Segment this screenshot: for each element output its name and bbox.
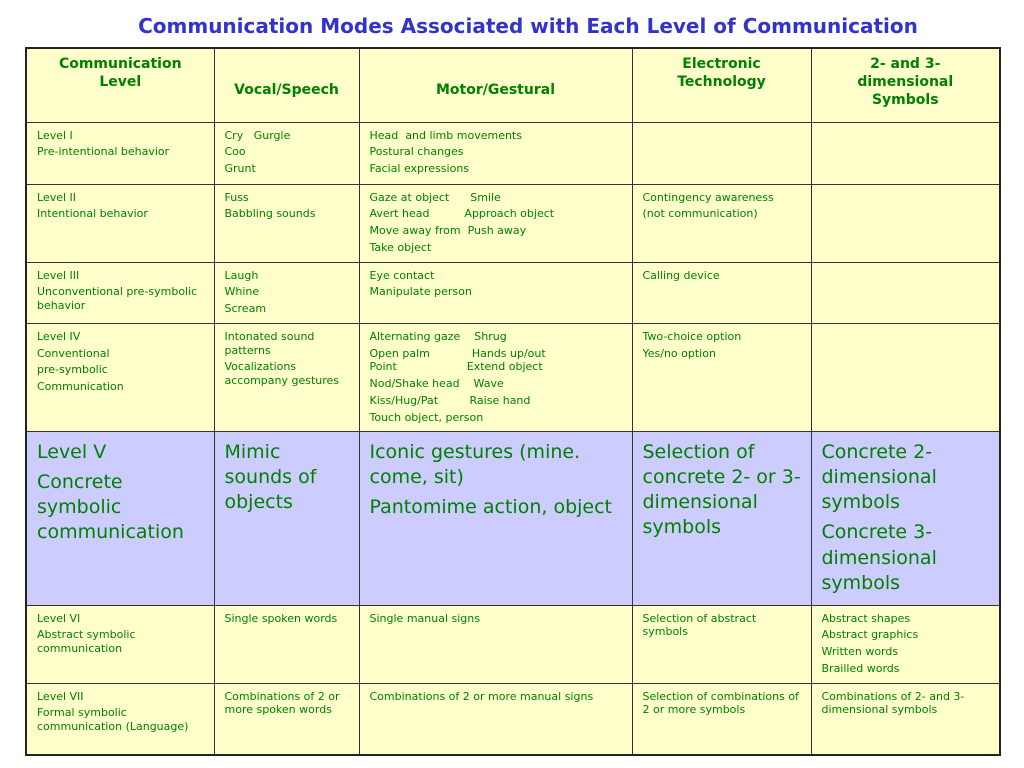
cell-text: Selection of concrete 2- or 3-dimensional symbols [642,441,801,539]
cell-text: Formal symbolic communication (Language) [37,706,189,734]
cell-text: Unconventional pre-symbolic behavior [37,285,198,312]
table-row [26,323,1000,432]
symbols-cell [811,605,1000,683]
cell-text: Laugh [224,268,259,282]
header-text: dimensional [857,74,954,91]
header-text: Vocal/Speech [234,82,339,99]
vocal-speech-cell [214,605,359,683]
cell-text: Facial expressions [369,162,470,175]
vocal-speech-cell [214,432,359,605]
cell-text: Combinations of 2 or more manual signs [369,689,594,703]
cell-text: Single spoken words [224,611,338,625]
cell-text: Manipulate person [369,285,472,299]
level-cell [26,683,214,755]
symbols-cell [811,122,1000,184]
table-row [26,262,1000,323]
motor-gestural-cell [359,683,632,755]
level-cell [26,323,214,432]
vocal-speech-cell [214,184,359,262]
cell-text: Open palm Hands up/out Point Extend object [369,346,546,374]
cell-text: Gaze at object Smile [369,190,501,204]
cell-text: Fuss [224,190,249,204]
table-row [26,184,1000,262]
cell-text: Two-choice option [642,329,742,343]
cell-text: Coo [224,145,246,159]
level-cell [26,605,214,683]
cell-text: Selection of abstract symbols [642,611,757,639]
vocal-speech-cell [214,122,359,184]
level-cell [26,432,214,605]
motor-gestural-cell [359,184,632,262]
cell-text: Take object [369,240,432,254]
electronic-technology-cell [632,683,811,755]
level-cell [26,184,214,262]
symbols-cell [811,323,1000,432]
cell-text: Babbling sounds [224,207,316,221]
electronic-technology-cell [632,605,811,683]
header-text: Symbols [871,92,939,109]
cell-text: Written words [821,645,899,659]
cell-text: Grunt [224,162,256,175]
header-text: Technology [677,74,766,91]
electronic-technology-cell [632,262,811,323]
cell-text: Concrete 2-dimensional symbols [821,441,937,514]
header-symbols [811,48,1000,122]
cell-text: Move away from Push away [369,224,527,237]
cell-text: Avert head Approach object [369,207,555,221]
header-motor-gestural [359,48,632,122]
electronic-technology-cell [632,432,811,605]
cell-text: Brailled words [821,661,900,675]
motor-gestural-cell [359,262,632,323]
cell-text: Touch object, person [369,410,484,424]
level-cell [26,262,214,323]
page-title: Communication Modes Associated with Each Level of Communication [138,14,918,38]
table-header-row [26,48,1000,122]
vocal-speech-cell [214,262,359,323]
cell-text: Mimic sounds of objects [224,441,317,514]
electronic-technology-cell [632,184,811,262]
cell-text: Iconic gestures (mine. come, sit) [369,441,581,489]
table-row [26,122,1000,184]
vocal-speech-cell [214,323,359,432]
header-text: Level [99,74,142,91]
motor-gestural-cell [359,122,632,184]
cell-text: Level IV [37,329,81,343]
header-text: Motor/Gestural [435,82,555,99]
cell-text: Abstract shapes [821,611,911,625]
cell-text: Whine [224,285,260,299]
motor-gestural-cell [359,432,632,605]
cell-text: Yes/no option [642,346,716,360]
cell-text: Communication [37,380,124,393]
cell-text: Vocalizations accompany gestures [224,360,340,387]
cell-text: Conventional [37,346,110,360]
header-text: Communication [58,56,182,72]
header-communication-level [26,48,214,122]
cell-text: Level III [37,268,80,282]
cell-text: Concrete 3-dimensional symbols [821,521,937,594]
symbols-cell [811,683,1000,755]
header-text: 2- and 3- [870,56,941,72]
cell-text: Eye contact [369,268,435,282]
cell-text: Head and limb movements [369,128,522,142]
cell-text: Alternating gaze Shrug [369,329,507,343]
communication-levels-table [25,47,1001,756]
symbols-cell [811,262,1000,323]
cell-text: Level II [37,190,77,204]
cell-text: Calling device [642,268,720,282]
cell-text: Combinations of 2- and 3-dimensional symbols [821,689,965,717]
cell-text: Single manual signs [369,611,480,625]
cell-text: Cry Gurgle [224,128,291,142]
cell-text: Pre-intentional behavior [37,145,170,159]
cell-text: Level VI [37,611,81,625]
cell-text: Postural changes [369,145,464,159]
cell-text: Concrete symbolic communication [37,471,184,544]
cell-text: pre-symbolic [37,363,108,377]
header-text: Electronic [682,56,761,72]
level-cell [26,122,214,184]
cell-text: Abstract symbolic communication [37,628,136,656]
table-row [26,683,1000,755]
cell-text: Selection of combinations of 2 or more symbols [642,689,799,717]
electronic-technology-cell [632,122,811,184]
motor-gestural-cell [359,605,632,683]
vocal-speech-cell [214,683,359,755]
table-row [26,605,1000,683]
symbols-cell [811,432,1000,605]
cell-text: Pantomime action, object [369,496,613,519]
cell-text: Level I [37,128,73,142]
cell-text: Scream [224,302,267,315]
header-electronic-technology [632,48,811,122]
cell-text: Intonated sound patterns [224,329,315,357]
motor-gestural-cell [359,323,632,432]
cell-text: Intentional behavior [37,207,148,221]
cell-text: Abstract graphics [821,628,919,642]
cell-text: Combinations of 2 or more spoken words [224,689,340,717]
header-vocal-speech [214,48,359,122]
cell-text: Level V [37,441,107,464]
cell-text: Level VII [37,689,84,703]
cell-text: (not communication) [642,207,758,221]
cell-text: Contingency awareness [642,190,774,204]
cell-text: Nod/Shake head Wave [369,377,504,390]
table-row [26,432,1000,605]
cell-text: Kiss/Hug/Pat Raise hand [369,393,531,407]
electronic-technology-cell [632,323,811,432]
symbols-cell [811,184,1000,262]
